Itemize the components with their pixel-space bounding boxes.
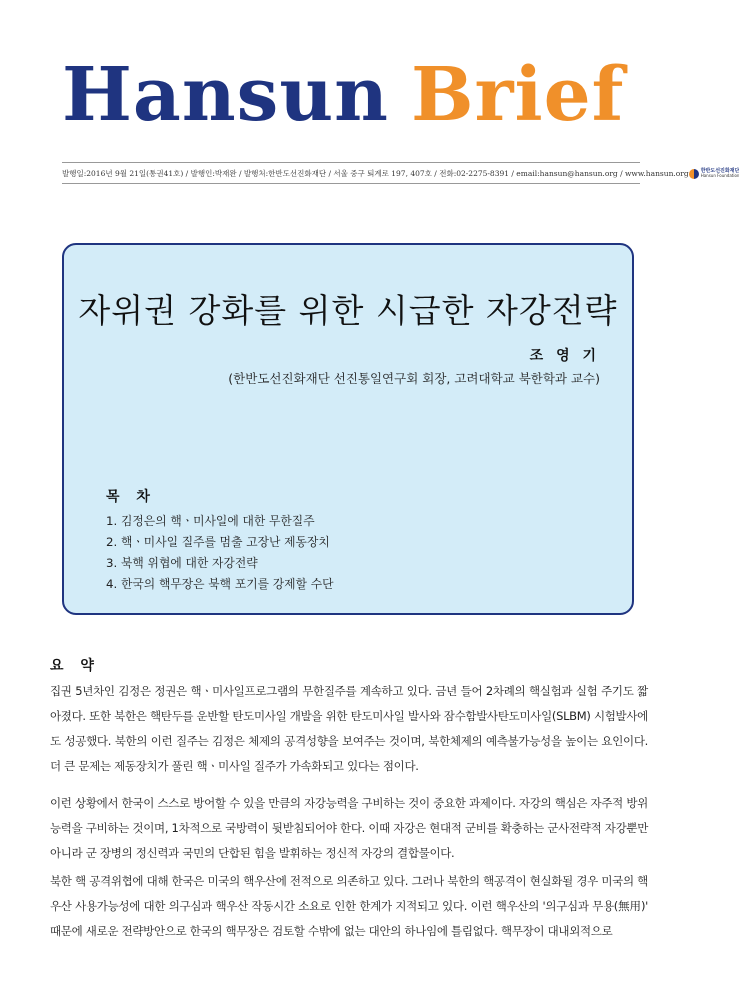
foundation-name-ko: 한반도선진화재단 [700, 168, 739, 174]
foundation-name-en: Hansun Foundation [700, 173, 739, 178]
author-affiliation: (한반도선진화재단 선진통일연구회 회장, 고려대학교 북한학과 교수) [228, 371, 600, 386]
document-title: 자위권 강화를 위한 시급한 자강전략 [78, 291, 618, 330]
summary-paragraph: 북한 핵 공격위협에 대해 한국은 미국의 핵우산에 전적으로 의존하고 있다. 그러나 북한의 핵공격이 현실화될 경우 미국의 핵우산 사용가능성에 대한 의구심과 핵우산 작동시간 소요로 인한 한계가 지적되고 있다. 이런 핵우산의 '의구심과 무용(無用)' 때문에 새로운 전략방안으로 한국의 핵무장은 검토할 수밖에 없는 대안의 하나임에 틀림없다. 핵무장이 대내외적으로 [50, 874, 648, 938]
toc-heading: 목 차 [106, 489, 156, 505]
toc-list [106, 511, 334, 595]
summary-heading: 요 약 [50, 658, 100, 674]
publication-info-bar [62, 162, 739, 184]
summary-paragraph: 이런 상황에서 한국이 스스로 방어할 수 있을 만큼의 자강능력을 구비하는 것이 중요한 과제이다. 자강의 핵심은 자주적 방위능력을 구비하는 것이며, 1차적으로 국방력이 뒷받침되어야 한다. 이때 자강은 현대적 군비를 확충하는 군사전략적 자강뿐만 아니라 군 장병의 정신력과 국민의 단합된 힘을 발휘하는 정신적 자강의 결합물이다. [50, 796, 648, 860]
toc-item: 1. 김정은의 핵ㆍ미사일에 대한 무한질주 [106, 514, 315, 528]
toc-item: 4. 한국의 핵무장은 북핵 포기를 강제할 수단 [106, 577, 334, 591]
author-name: 조 영 기 [529, 348, 600, 364]
summary-paragraph: 집권 5년차인 김정은 정권은 핵ㆍ미사일프로그램의 무한질주를 계속하고 있다. 금년 들어 2차례의 핵실험과 실험 주기도 짧아졌다. 또한 북한은 핵탄두를 운반할 탄도미사일 개발을 위한 탄도미사일 발사와 잠수함발사탄도미사일(SLBM) 시험발사에도 성공했다. 북한의 이런 질주는 김정은 체제의 공격성향을 보여주는 것이며, 북한체제의 예측불가능성을 높이는 요인이다. 더 큰 문제는 제동장치가 풀린 핵ㆍ미사일 질주가 가속화되고 있다는 점이다. [50, 684, 648, 773]
masthead-word-hansun: Hansun [62, 52, 389, 138]
masthead-word-brief: Brief [410, 52, 625, 138]
masthead-logo [62, 52, 625, 138]
foundation-logo [689, 169, 739, 179]
toc-item: 3. 북핵 위협에 대한 자강전략 [106, 556, 258, 570]
publication-info-text: 발행일:2016년 9월 21일(통권41호) / 발행인:박재완 / 발행처:한반도선진화재단 / 서울 중구 퇴계로 197, 407호 / 전화:02-2275-8391 / email:hansun@hansun.org / www.hansun.org [62, 169, 689, 178]
foundation-emblem-icon [689, 169, 699, 179]
title-box [62, 243, 634, 615]
toc-item: 2. 핵ㆍ미사일 질주를 멈출 고장난 제동장치 [106, 535, 330, 549]
